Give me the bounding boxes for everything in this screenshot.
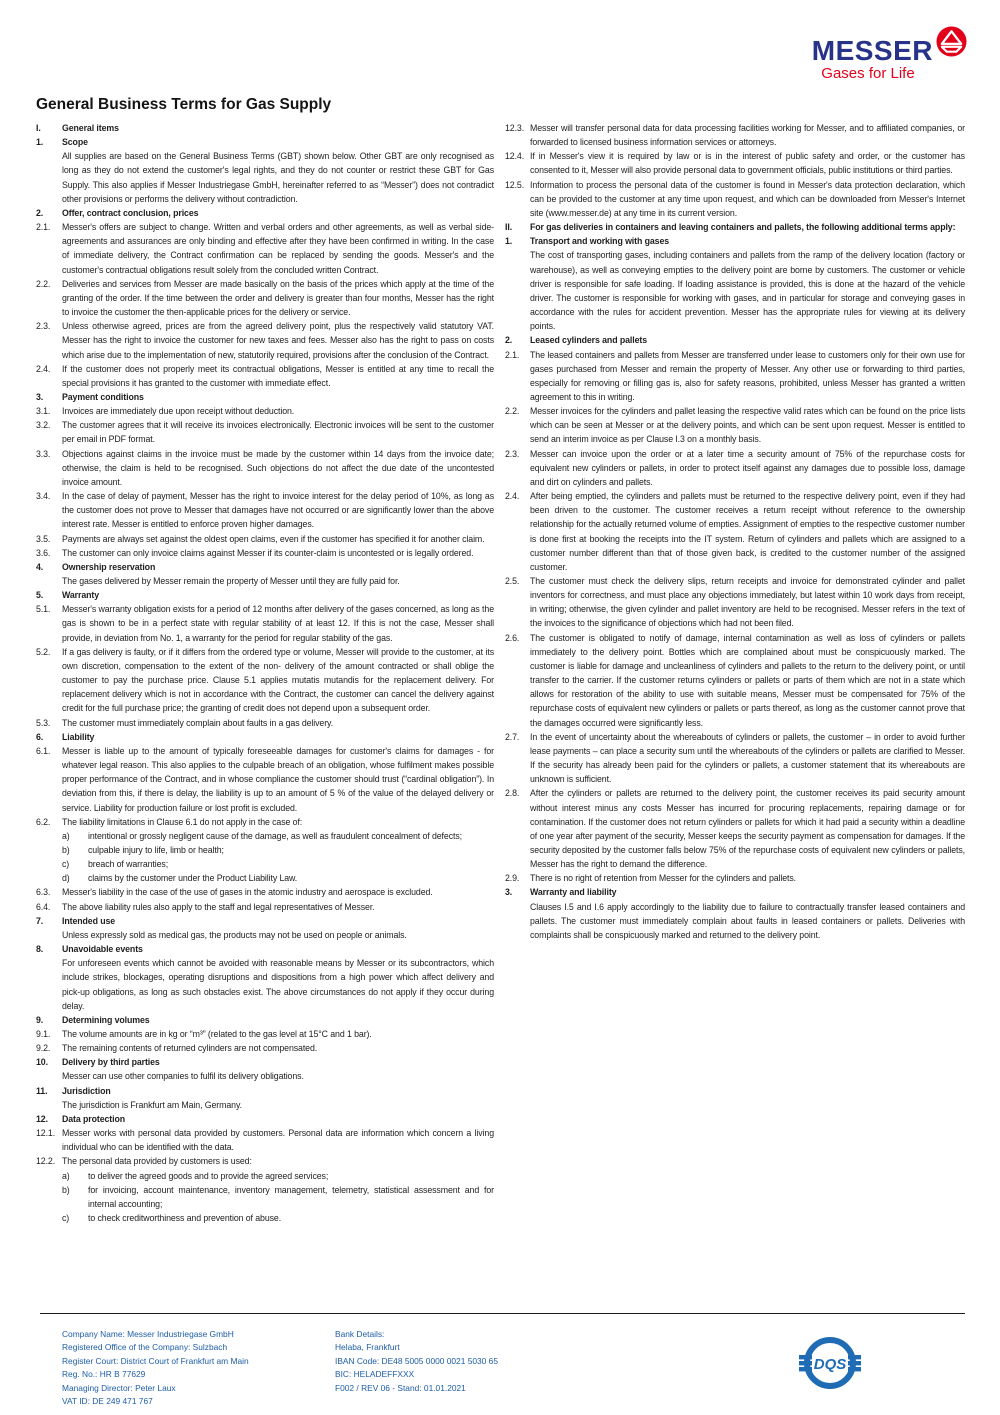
term-item (505, 447, 965, 489)
item-number: 5.1. (36, 604, 51, 615)
item-text: There is no right of retention from Messer for the cylinders and pallets. (530, 873, 797, 884)
term-item (36, 956, 494, 1013)
item-text: Delivery by third parties (62, 1057, 160, 1068)
term-item (36, 885, 494, 899)
term-item (36, 1169, 494, 1183)
item-text: Liability (62, 731, 95, 742)
section-heading (36, 1055, 494, 1069)
item-text: If the customer does not properly meet its contractual obligations, Messer is entitled at any time to recall the special provisions it has granted to the customer with immediate effect. (62, 363, 494, 388)
terms-right-column (505, 121, 965, 942)
item-text: Messer will transfer personal data for data processing facilities working for Messer, and to affiliated companies, or forwarded to licensed business information services or attorneys. (530, 123, 965, 148)
footer-line: Registered Office of the Company: Sulzbach (62, 1342, 228, 1353)
term-item (36, 744, 494, 815)
footer-line: Bank Details: (335, 1329, 385, 1339)
item-text: intentional or grossly negligent cause of the damage, as well as fraudulent concealment of defects; (88, 830, 462, 841)
term-item (36, 574, 494, 588)
item-text: Offer, contract conclusion, prices (62, 207, 199, 218)
item-number: 2.6. (505, 632, 520, 643)
term-item (36, 1069, 494, 1083)
item-text: culpable injury to life, limb or health; (88, 844, 224, 855)
item-text: The gases delivered by Messer remain the property of Messer until they are fully paid for. (62, 576, 400, 586)
term-item (36, 404, 494, 418)
term-item (505, 871, 965, 885)
term-item (36, 489, 494, 531)
term-item (505, 149, 965, 177)
footer-line: VAT ID: DE 249 471 767 (62, 1396, 153, 1407)
item-text: The customer is obligated to notify of damage, internal contamination as well as loss of cylinders or pallets immediately to the delivery point. Bottles which are complained about must be conspicuously marked. The customer is liable for damage and uncleanliness of cylinders and pallets to the return to the delivery point, or until transfer to the carrier. If the customer returns cylinders or pallets or parts of them which are not in a state which allows for restoration of the ability to use with suitable means, Messer must be compensated for 75% of the repurchase costs of equivalent new cylinders or pallets or parts thereof, as long as the customer cannot prove that the damages occurred were significantly less. (530, 632, 965, 728)
section-heading (36, 588, 494, 602)
item-text: to check creditworthiness and prevention of abuse. (88, 1213, 282, 1224)
item-text: Messer can use other companies to fulfil its delivery obligations. (62, 1071, 304, 1082)
item-number (36, 1098, 62, 1112)
term-item (505, 489, 965, 574)
item-number: 2.3. (505, 448, 520, 459)
footer-divider (40, 1313, 965, 1314)
item-text: The personal data provided by customers is used: (62, 1156, 252, 1167)
term-item (36, 447, 494, 489)
item-text: Deliveries and services from Messer are made basically on the basis of the prices which apply at the time of the granting of the order. If the time between the order and delivery is greater than four months, Messer has the right to invoice the customer the then-applicable prices for the delivery or service. (62, 278, 494, 318)
item-text: The volume amounts are in kg or “m³” (related to the gas level at 15°C and 1 bar). (62, 1029, 372, 1039)
section-heading (36, 560, 494, 574)
item-text: to deliver the agreed goods and to provide the agreed services; (88, 1170, 329, 1181)
section-heading (505, 333, 965, 347)
term-item (36, 1183, 494, 1211)
item-number: 1. (36, 137, 44, 148)
item-number: 11. (36, 1085, 48, 1096)
item-number: 5.3. (36, 717, 51, 728)
item-number: a) (62, 1170, 70, 1181)
footer-line: Register Court: District Court of Frankfurt am Main (62, 1355, 249, 1366)
item-text: In the case of delay of payment, Messer has the right to invoice interest for the delay period of 10%, as long as the customer does not prove to Messer that damages have not occurred or are significantly lower than the above interest rate. Messer is entitled to enforce proven higher damages. (62, 491, 494, 530)
item-text: Invoices are immediately due upon receipt without deduction. (62, 406, 295, 417)
item-text: Ownership reservation (62, 561, 156, 572)
item-text: The customer must immediately complain about faults in a gas delivery. (62, 717, 334, 728)
item-number: 6. (36, 731, 44, 742)
item-number: 2.4. (36, 363, 51, 374)
svg-text:DQS: DQS (813, 1356, 847, 1373)
dqs-certification-icon (799, 1332, 861, 1394)
terms-left-column (36, 121, 494, 1225)
term-item (505, 900, 965, 942)
item-number (36, 956, 62, 1013)
item-number: 2.1. (505, 349, 520, 360)
item-text: Warranty and liability (530, 887, 617, 898)
term-item (505, 121, 965, 149)
item-text: Warranty (62, 590, 100, 601)
item-number (36, 928, 62, 942)
item-text: The customer must check the delivery slips, return receipts and invoice for demonstrated cylinder and pallet inventors for correctness, and must place any objections immediately, but latest within 10 work days from receipt, in writing; otherwise, the given cylinder and pallet inventory are held to be recognised. Messer refers in the text of the invoices to the significance of objections which had not been filed. (530, 576, 965, 629)
item-number: c) (62, 1213, 70, 1224)
item-number: 2.4. (505, 491, 520, 502)
item-text: breach of warranties; (88, 859, 169, 870)
term-item (36, 602, 494, 644)
section-heading (36, 121, 494, 135)
footer-bank-info (335, 1328, 498, 1395)
item-text: The liability limitations in Clause 6.1 do not apply in the case of: (62, 816, 303, 827)
section-heading (505, 885, 965, 899)
item-number: 2.9. (505, 873, 520, 884)
item-number: 1. (505, 236, 513, 247)
item-number: I. (36, 123, 41, 133)
term-item (36, 716, 494, 730)
section-heading (36, 206, 494, 220)
section-heading (36, 942, 494, 956)
item-number: b) (62, 1184, 70, 1195)
item-number: c) (62, 859, 70, 870)
item-number: 5.2. (36, 646, 51, 657)
item-text: Messer invoices for the cylinders and pallet leasing the respective valid rates which can be found on the price lists which can be seen at Messer or at the delivery points, and which can be sent upon request. Messer is entitled to send an interim invoice as per Clause I.3 on a monthly basis. (530, 406, 965, 445)
messer-logo (797, 34, 967, 82)
item-text: If a gas delivery is faulty, or if it differs from the ordered type or volume, Messer will provide to the customer, at its own discretion, compensation to the extent of the non- delivery of the amount contracted or shall oblige the customer to pay the purchase price. Clause 5.1 applies mutatis mutandis for the replacement delivery. For replacement delivery which is not in accordance with the Contract, the customer can cancel the delivery against credit for the full purchase price; the granting of credit does not depend upon a subsequent order. (62, 646, 494, 714)
item-number: 2.1. (36, 222, 51, 233)
item-number: 6.1. (36, 745, 51, 756)
term-item (505, 574, 965, 631)
item-number: 7. (36, 915, 44, 926)
term-item (36, 319, 494, 361)
item-number: 3.2. (36, 420, 51, 431)
section-heading (505, 220, 965, 234)
term-item (36, 1211, 494, 1225)
item-number: II. (505, 222, 513, 233)
item-text: Intended use (62, 915, 116, 926)
item-text: If in Messer's view it is required by law or is in the interest of public safety and order, or the customer has consented to it, Messer will also provide personal data to government officials, public institutions or third parties. (530, 151, 965, 176)
item-text: Payments are always set against the oldest open claims, even if the customer has specified it for another claim. (62, 533, 485, 544)
footer-line: BIC: HELADEFFXXX (335, 1369, 415, 1380)
item-number: 6.3. (36, 887, 51, 898)
term-item (36, 546, 494, 560)
term-item (36, 1126, 494, 1154)
item-text: Messer's liability in the case of the use of gases in the atomic industry and aerospace is excluded. (62, 887, 433, 898)
item-number: 2.8. (505, 788, 520, 799)
footer-line: Company Name: Messer Industriegase GmbH (62, 1329, 234, 1339)
term-item (505, 404, 965, 446)
item-text: Messer works with personal data provided by customers. Personal data are information which concern a living individual who can be identified with the data. (62, 1128, 494, 1153)
item-number: d) (62, 873, 70, 884)
term-item (505, 178, 965, 220)
item-number (36, 149, 62, 206)
footer-line: Managing Director: Peter Laux (62, 1382, 176, 1393)
item-text: The above liability rules also apply to the staff and legal representatives of Messer. (62, 901, 375, 912)
item-number (505, 900, 530, 942)
item-text: The jurisdiction is Frankfurt am Main, Germany. (62, 1099, 242, 1110)
term-item (505, 730, 965, 787)
page-title: General Business Terms for Gas Supply (36, 96, 332, 113)
item-number: 2. (505, 335, 513, 346)
item-number: 6.2. (36, 816, 51, 827)
term-item (505, 248, 965, 333)
item-number: 6.4. (36, 901, 51, 912)
item-text: Unless expressly sold as medical gas, the products may not be used on people or animals. (62, 929, 407, 940)
item-number: 2.2. (36, 278, 51, 289)
footer-line: F002 / REV 06 - Stand: 01.01.2021 (335, 1382, 466, 1393)
item-text: Scope (62, 137, 88, 148)
item-text: Information to process the personal data of the customer is found in Messer's data protection declaration, which can be provided to the customer at any time upon request, and which can be downloaded from Messer's Internet site (www.messer.de) at any time in its current version. (530, 179, 965, 218)
item-text: Clauses I.5 and I.6 apply accordingly to the liability due to failure to contractually transfer leased containers and pallets. The customer must immediately complain about faults in leased containers or pallets. Deliveries with complaints shall be conspicuously marked and returned to the delivery point. (530, 901, 965, 940)
section-heading (36, 914, 494, 928)
item-number: 3.1. (36, 406, 51, 417)
term-item (36, 900, 494, 914)
item-text: The cost of transporting gases, including containers and pallets from the ramp of the delivery location (factory or warehouse), as well as conveying empties to the delivery point are borne by customers. The customer or vehicle driver is responsible for safe loading. If loading assistance is provided, this is done at the hazard of the vehicle driver. The customer is responsible for working with gases, and in particular for storage and conveying gases in accordance with the rules for accident prevention. Messer has the appropriate rules for viewing at its delivery points. (530, 250, 965, 332)
item-number: 2. (36, 207, 44, 218)
term-item (36, 1098, 494, 1112)
item-text: Determining volumes (62, 1014, 150, 1025)
item-number: 9.2. (36, 1043, 51, 1054)
item-number (36, 574, 62, 588)
item-number: 2.2. (505, 406, 520, 417)
item-number: 3. (505, 887, 513, 898)
item-number (505, 248, 530, 333)
item-number: 12.3. (505, 123, 525, 133)
item-number: 12.5. (505, 179, 525, 190)
footer-line: Helaba, Frankfurt (335, 1342, 400, 1353)
item-number: 3.5. (36, 533, 51, 544)
item-text: General items (62, 123, 119, 133)
footer-company-info (62, 1328, 249, 1408)
item-number: 2.3. (36, 321, 51, 332)
item-number: 2.5. (505, 576, 520, 586)
item-number: 4. (36, 561, 44, 572)
item-number: 3.6. (36, 547, 51, 558)
item-number: 12.1. (36, 1128, 56, 1139)
term-item (505, 631, 965, 730)
item-text: The customer can only invoice claims against Messer if its counter-claim is uncontested or is legally ordered. (62, 547, 474, 558)
messer-wordmark: MESSER (811, 35, 933, 66)
messer-tagline: Gases for Life (821, 65, 915, 82)
term-item (36, 1027, 494, 1041)
item-text: Messer's offers are subject to change. Written and verbal orders and other agreements, as well as verbal side-agreements and assurances are only binding and effective after they have been confirmed in writing. In the case of immediate delivery, the Contract confirmation can be replaced by sending the goods. Messer's and the customer's contractual obligations result solely from the concluded written Contract. (62, 222, 494, 275)
term-item (36, 871, 494, 885)
item-number: 12.4. (505, 151, 525, 162)
section-heading (36, 1112, 494, 1126)
term-item (36, 843, 494, 857)
term-item (36, 418, 494, 446)
item-text: Data protection (62, 1113, 126, 1124)
item-text: claims by the customer under the Product Liability Law. (88, 873, 298, 884)
item-text: Leased cylinders and pallets (530, 335, 647, 346)
footer-line: IBAN Code: DE48 5005 0000 0021 5030 65 (335, 1355, 498, 1366)
item-text: After being emptied, the cylinders and pallets must be returned to the respective delivery point, even if they had been driven to the customer. The customer receives a return receipt without reference to the ownership relationship for the actually returned volume of empties. Assignment of empties to the respective customer number is done first at booking the receipts into the IT system. Return of cylinders and pallets which are assigned to a customer number different than that of those given back, is credited to the customer number of the assigned customer. (530, 491, 965, 572)
item-text: Messer can invoice upon the order or at a later time a security amount of 75% of the repurchase costs for equivalent new cylinders or pallets, in order to protect itself against any damages due to possible loss, damage and dirt on cylinders and pallets. (530, 448, 965, 487)
term-item (36, 149, 494, 206)
item-text: For unforeseen events which cannot be avoided with reasonable means by Messer or its subcontractors, which include strikes, blockages, operating disruptions and dispositions from a high power which affect delivery and pick-up obligations, as long as such obstacles exist. The above circumstances do not apply if they occur during delay. (62, 958, 494, 1011)
section-heading (36, 390, 494, 404)
item-number: 5. (36, 590, 44, 601)
term-item (36, 928, 494, 942)
item-number: 9. (36, 1014, 44, 1025)
item-number: a) (62, 830, 70, 841)
term-item (36, 1154, 494, 1168)
item-number: 10. (36, 1057, 48, 1068)
item-text: Jurisdiction (62, 1085, 111, 1096)
item-number: 8. (36, 944, 44, 955)
term-item (36, 645, 494, 716)
item-number: 9.1. (36, 1029, 51, 1039)
item-number: 3.3. (36, 448, 51, 459)
section-heading (36, 135, 494, 149)
term-item (36, 829, 494, 843)
section-heading (36, 1084, 494, 1098)
item-number: 3. (36, 391, 44, 402)
item-text: The customer agrees that it will receive its invoices electronically. Electronic invoices will be sent to the customer per email in PDF format. (62, 420, 494, 445)
item-text: Unless otherwise agreed, prices are from the agreed delivery point, plus the respectively valid statutory VAT. Messer has the right to invoice the customer for new taxes and fees. Messer also has the right to pass on costs which arise due to the implementation of new, statutorily required, provisions after the conclusion of the Contract. (62, 321, 494, 360)
term-item (36, 220, 494, 277)
term-item (36, 815, 494, 829)
item-text: Objections against claims in the invoice must be made by the customer within 14 days from the invoice date; otherwise, the claim is held to be recognised. Such objections do not affect the due date of the uncontested invoice amount. (62, 448, 494, 487)
item-text: Messer is liable up to the amount of typically foreseeable damages for customer's claims for damages - for whatever legal reason. This also applies to the culpable breach of an obligation, whose fulfilment makes possible proper performance of the Contract, and in whose compliance the customer should trust (“cardinal obligation”). In deviation from this, if there is delay, the liability is up to an amount of 5 % of the value of the delayed delivery or service. Liability for production failure or lost profit is excluded. (62, 745, 494, 813)
term-item (36, 1041, 494, 1055)
term-item (36, 277, 494, 319)
item-text: Transport and working with gases (530, 236, 670, 247)
term-item (36, 362, 494, 390)
item-text: All supplies are based on the General Business Terms (GBT) shown below. Other GBT are only recognised as long as they do not extend the customer's legal rights, and they do not counter or restrict these GBT for Gas Supply. This also applies if Messer Industriegase GmbH, hereinafter referred to as “Messer”) does not contradict other provisions or performs the delivery without contradiction. (62, 151, 494, 204)
item-text: In the event of uncertainty about the whereabouts of cylinders or pallets, the customer – in order to avoid further lease payments – can place a security sum until the whereabouts of the cylinders or pallets are clarified to Messer. If the security has already been paid for the cylinders or pallets, a customer statement that its whereabouts are unknown is sufficient. (530, 731, 965, 785)
section-heading (36, 730, 494, 744)
item-text: The leased containers and pallets from Messer are transferred under lease to customers only for their own use for gases purchased from Messer and remain the property of Messer. Any other use or forwarding to third parties, especially for removing or filling gas is, also for safety reasons, prohibited, unless Messer has granted a written agreement to this in writing. (530, 349, 965, 402)
item-number (36, 1069, 62, 1083)
term-item (505, 348, 965, 405)
item-number: 3.4. (36, 491, 51, 502)
item-number: b) (62, 844, 70, 855)
section-heading (505, 234, 965, 248)
item-text: for invoicing, account maintenance, inventory management, telemetry, statistical assessment and for internal accounting; (88, 1184, 494, 1209)
term-item (36, 532, 494, 546)
term-item (36, 857, 494, 871)
item-number: 2.7. (505, 731, 520, 742)
item-text: For gas deliveries in containers and leaving containers and pallets, the following additional terms apply: (530, 222, 956, 233)
item-number: 12. (36, 1113, 48, 1124)
item-number: 12.2. (36, 1156, 56, 1167)
section-heading (36, 1013, 494, 1027)
item-text: After the cylinders or pallets are returned to the delivery point, the customer receives its paid security amount without interest minus any costs Messer has incurred for procuring replacements, repairing damage or for contamination. If the customer does not return cylinders or pallets for which it had paid a security within a deadline of one year after payment of the security, Messer keeps the security payment as compensation for damages. If the security deposited by the customer falls below 75% of the repurchase costs of equivalent new cylinders or pallets, Messer has the right to demand the difference. (530, 788, 965, 870)
item-text: The remaining contents of returned cylinders are not compensated. (62, 1043, 318, 1054)
term-item (505, 786, 965, 871)
item-text: Messer's warranty obligation exists for a period of 12 months after delivery of the gases concerned, as long as the gas is shown to be in a perfect state with regular stability of at least 12. If this is not the case, Messer shall provide, in deviation from No. 1, a warranty for the period for regular stability of the gas. (62, 604, 494, 643)
item-text: Payment conditions (62, 391, 144, 402)
messer-ball-icon (936, 26, 967, 57)
item-text: Unavoidable events (62, 944, 143, 955)
footer-line: Reg. No.: HR B 77629 (62, 1369, 146, 1380)
